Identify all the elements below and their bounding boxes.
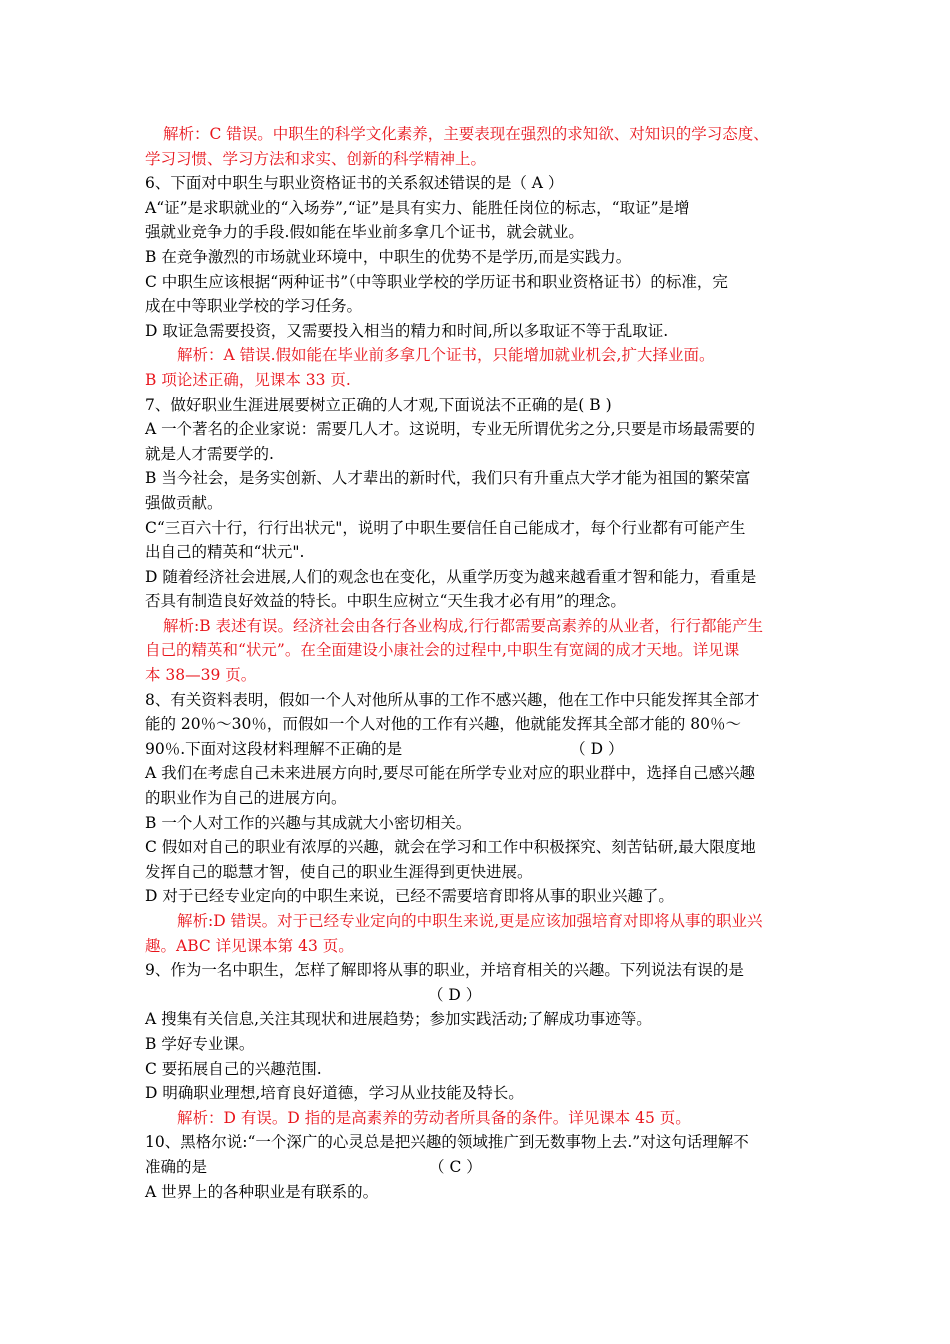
- q9-option-b: B 学好专业课。: [145, 1034, 255, 1053]
- analysis-q6-line-1: 解析：A 错误.假如能在毕业前多拿几个证书，只能增加就业机会,扩大择业面。: [177, 346, 715, 365]
- q7-option-c-line-1: C“三百六十行，行行出状元"，说明了中职生要信任自己能成才，每个行业都有可能产生: [145, 518, 746, 537]
- question-8-line-2: 能的 20％～30％，而假如一个人对他的工作有兴趣，他就能发挥其全部才能的 80％～: [145, 715, 742, 734]
- question-8-line-3: [145, 737, 813, 762]
- q7-option-c-line-2: 出自己的精英和“状元".: [145, 543, 305, 562]
- q7-option-d-line-2: 否具有制造良好效益的特长。中职生应树立“天生我才必有用”的理念。: [145, 592, 626, 611]
- q6-option-c-line-2: 成在中等职业学校的学习任务。: [145, 297, 363, 316]
- question-8-line-1: 8、有关资料表明，假如一个人对他所从事的工作不感兴趣，他在工作中只能发挥其全部才: [145, 690, 760, 709]
- q7-option-b-line-2: 强做贡献。: [145, 493, 223, 512]
- q9-option-c: C 要拓展自己的兴趣范围.: [145, 1059, 322, 1078]
- q7-option-a-line-2: 就是人才需要学的.: [145, 444, 274, 463]
- q8-option-a-line-1: A 我们在考虑自己未来进展方向时,要尽可能在所学专业对应的职业群中，选择自己感兴趣: [145, 764, 756, 783]
- q6-option-c-line-1: C 中职生应该根据“两种证书”（中等职业学校的学历证书和职业资格证书）的标准，完: [145, 272, 728, 291]
- analysis-q9: 解析：D 有误。D 指的是高素养的劳动者所具备的条件。详见课本 45 页。: [177, 1108, 691, 1127]
- question-10-line-1: 10、黑格尔说:“一个深广的心灵总是把兴趣的领域推广到无数事物上去.”对这句话理解不: [145, 1133, 749, 1152]
- analysis-q8-line-2: 趣。ABC 详见课本第 43 页。: [145, 936, 354, 955]
- q8-answer: （ D ）: [570, 739, 624, 758]
- analysis-q5-line-2: 学习习惯、学习方法和求实、创新的科学精神上。: [145, 149, 487, 168]
- q8-option-b: B 一个人对工作的兴趣与其成就大小密切相关。: [145, 813, 472, 832]
- q8-option-a-line-2: 的职业作为自己的进展方向。: [145, 789, 347, 808]
- analysis-q7-line-1: 解析:B 表述有误。经济社会由各行各业构成,行行都需要高素养的从业者，行行都能产生: [163, 616, 763, 635]
- document-body: [145, 122, 813, 1204]
- q9-answer: （ D ）: [428, 985, 482, 1004]
- question-10-stem-end: 准确的是: [145, 1157, 208, 1176]
- q9-option-d: D 明确职业理想,培育良好道德，学习从业技能及特长。: [145, 1084, 524, 1103]
- analysis-q8-line-1: 解析:D 错误。对于已经专业定向的中职生来说,更是应该加强培育对即将从事的职业兴: [177, 912, 763, 930]
- q6-option-a-line-1: A“证”是求职就业的“入场券”,“证”是具有实力、能胜任岗位的标志，“取证”是增: [145, 198, 690, 217]
- q10-option-a: A 世界上的各种职业是有联系的。: [145, 1182, 379, 1201]
- q6-option-a-line-2: 强就业竞争力的手段.假如能在毕业前多拿几个证书，就会就业。: [145, 223, 584, 242]
- analysis-q5-line-1: 解析：C 错误。中职生的科学文化素养，主要表现在强烈的求知欲、对知识的学习态度、: [163, 125, 769, 143]
- question-10-line-2: [145, 1155, 813, 1180]
- analysis-q7-line-2: 自己的精英和“状元”。在全面建设小康社会的过程中,中职生有宽阔的成才天地。详见课: [145, 641, 740, 660]
- question-8-stem-end: 90％.下面对这段材料理解不正确的是: [145, 739, 403, 758]
- q6-option-b: B 在竞争激烈的市场就业环境中，中职生的优势不是学历,而是实践力。: [145, 247, 632, 266]
- question-9: 9、作为一名中职生，怎样了解即将从事的职业，并培育相关的兴趣。下列说法有误的是: [145, 961, 744, 980]
- analysis-q6-line-2: B 项论述正确，见课本 33 页.: [145, 370, 351, 389]
- question-7: 7、做好职业生涯进展要树立正确的人才观,下面说法不正确的是( B ): [145, 395, 612, 414]
- q8-option-c-line-1: C 假如对自己的职业有浓厚的兴趣，就会在学习和工作中积极探究、刻苦钻研,最大限度地: [145, 838, 756, 857]
- q10-answer: （ C ）: [429, 1157, 482, 1176]
- q9-option-a: A 搜集有关信息,关注其现状和进展趋势；参加实践活动;了解成功事迹等。: [145, 1010, 652, 1029]
- question-6: 6、下面对中职生与职业资格证书的关系叙述错误的是（ A ）: [145, 174, 564, 193]
- q6-option-d: D 取证急需要投资，又需要投入相当的精力和时间,所以多取证不等于乱取证.: [145, 321, 669, 340]
- q8-option-d: D 对于已经专业定向的中职生来说，已经不需要培育即将从事的职业兴趣了。: [145, 887, 674, 906]
- q7-option-d-line-1: D 随着经济社会进展,人们的观念也在变化，从重学历变为越来越看重才智和能力，看重是: [145, 567, 757, 586]
- analysis-q7-line-3: 本 38—39 页。: [145, 666, 257, 685]
- q8-option-c-line-2: 发挥自己的聪慧才智，使自己的职业生涯得到更快进展。: [145, 862, 533, 881]
- q7-option-a-line-1: A 一个著名的企业家说：需要几人才。这说明，专业无所谓优劣之分,只要是市场最需要的: [145, 420, 756, 439]
- q7-option-b-line-1: B 当今社会，是务实创新、人才辈出的新时代，我们只有升重点大学才能为祖国的繁荣富: [145, 469, 751, 488]
